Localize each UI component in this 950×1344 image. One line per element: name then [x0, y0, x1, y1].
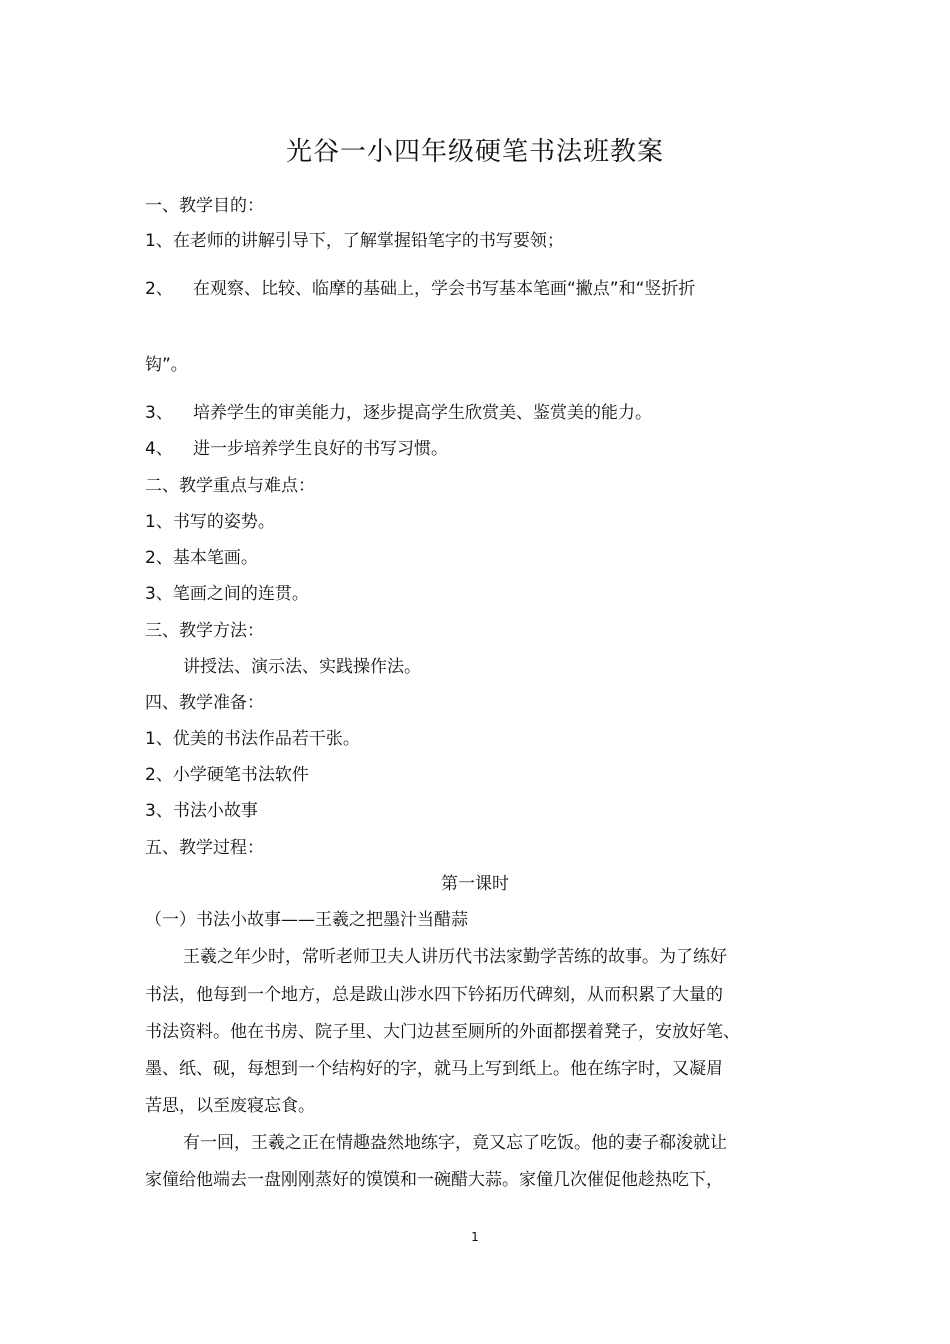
list-item-number: 2、: [145, 279, 173, 299]
list-item: [145, 439, 448, 459]
list-item: 2、小学硬笔书法软件: [145, 765, 309, 785]
methods-text: 讲授法、演示法、实践操作法。: [183, 657, 421, 677]
paragraph-line: 王羲之年少时，常听老师卫夫人讲历代书法家勤学苦练的故事。为了练好: [183, 947, 727, 967]
list-item: 1、优美的书法作品若干张。: [145, 729, 360, 749]
section-heading-key-points: 二、教学重点与难点：: [145, 476, 315, 496]
list-item-number: 4、: [145, 439, 173, 459]
list-item: 2、基本笔画。: [145, 548, 258, 568]
list-item: 3、笔画之间的连贯。: [145, 584, 309, 604]
paragraph-line: 墨、纸、砚，每想到一个结构好的字，就马上写到纸上。他在练字时，又凝眉: [145, 1059, 723, 1079]
section-heading-preparation: 四、教学准备：: [145, 693, 264, 713]
section-heading-objectives: 一、教学目的：: [145, 196, 264, 216]
list-item: 3、书法小故事: [145, 801, 258, 821]
document-title: 光谷一小四年级硬笔书法班教案: [285, 137, 664, 167]
paragraph-line: 书法，他每到一个地方，总是跋山涉水四下钤拓历代碑刻，从而积累了大量的: [145, 985, 723, 1005]
list-item-text: 培养学生的审美能力，逐步提高学生欣赏美、鉴赏美的能力。: [193, 403, 652, 423]
paragraph-line: 家僮给他端去一盘刚刚蒸好的馍馍和一碗醋大蒜。家僮几次催促他趁热吃下，: [145, 1170, 723, 1190]
page-number: 1: [471, 1230, 479, 1244]
list-item: 1、在老师的讲解引导下，了解掌握铅笔字的书写要领；: [145, 231, 564, 251]
story-heading: （一）书法小故事——王羲之把墨汁当醋蒜: [145, 910, 468, 930]
list-item-text: 进一步培养学生良好的书写习惯。: [193, 439, 448, 459]
section-heading-methods: 三、教学方法：: [145, 621, 264, 641]
list-item-continuation: 钩”。: [145, 355, 188, 375]
list-item: [145, 403, 652, 423]
list-item-text: 在观察、比较、临摩的基础上，学会书写基本笔画“撇点”和“竖折折: [193, 279, 696, 299]
paragraph-line: 书法资料。他在书房、院子里、大门边甚至厕所的外面都摆着凳子，安放好笔、: [145, 1022, 740, 1042]
lesson-title: 第一课时: [441, 874, 509, 894]
list-item-number: 3、: [145, 403, 173, 423]
paragraph-line: 苦思，以至废寝忘食。: [145, 1096, 315, 1116]
list-item: 1、书写的姿势。: [145, 512, 275, 532]
section-heading-process: 五、教学过程：: [145, 838, 264, 858]
list-item: [145, 279, 695, 299]
paragraph-line: 有一回，王羲之正在情趣盎然地练字，竟又忘了吃饭。他的妻子郗浚就让: [183, 1133, 727, 1153]
